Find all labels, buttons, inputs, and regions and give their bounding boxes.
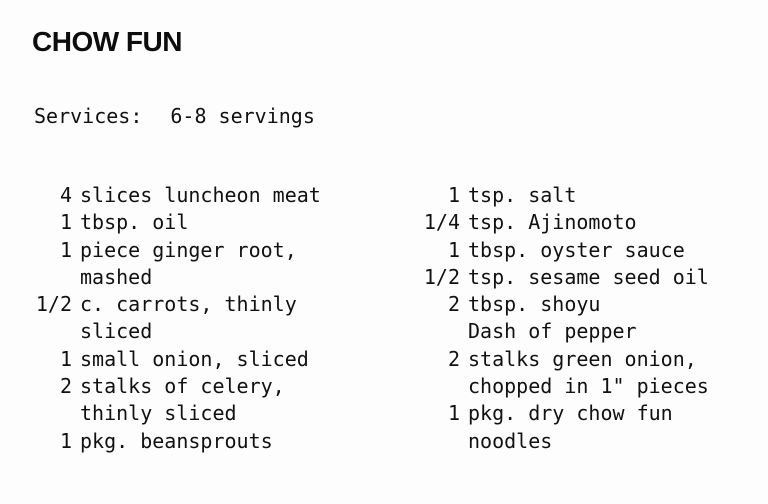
recipe-yield — [34, 104, 315, 128]
ingredient-item — [410, 264, 760, 291]
ingredient-quantity: 2 — [447, 292, 460, 317]
ingredient-item — [22, 346, 362, 373]
ingredient-list-right — [410, 182, 760, 455]
ingredient-item — [410, 209, 760, 236]
ingredient-quantity: 1/2 — [423, 264, 460, 289]
ingredient-item — [22, 237, 362, 292]
ingredient-quantity: 1 — [59, 346, 72, 371]
ingredient-description: c. carrots, thinly sliced — [80, 292, 297, 344]
ingredient-description: tbsp. oyster sauce — [468, 237, 685, 262]
recipe-title: CHOW FUN — [32, 26, 182, 57]
ingredient-quantity: 1 — [447, 237, 460, 262]
ingredient-quantity: 1 — [59, 428, 72, 453]
ingredient-quantity: 1 — [447, 183, 460, 207]
ingredient-item — [410, 346, 760, 401]
ingredient-description: piece ginger root, mashed — [80, 237, 297, 289]
ingredient-quantity: 1/4 — [423, 210, 460, 235]
ingredient-quantity: 2 — [447, 346, 460, 371]
ingredient-quantity: 1/2 — [35, 292, 72, 317]
ingredient-description: Dash of pepper — [468, 319, 637, 344]
ingredient-description: tbsp. shoyu — [468, 292, 601, 317]
ingredient-item — [410, 291, 760, 318]
ingredient-description: tsp. salt — [468, 183, 577, 207]
ingredient-description: stalks green onion, chopped in 1" pieces — [468, 346, 709, 399]
ingredient-item — [410, 237, 760, 264]
yield-label: Services: — [34, 104, 143, 128]
ingredient-quantity: 1 — [59, 237, 72, 262]
ingredient-description: tbsp. oil — [80, 210, 189, 235]
ingredient-item — [22, 428, 362, 455]
ingredient-item — [22, 182, 362, 209]
ingredient-item — [410, 318, 760, 345]
ingredient-item — [22, 291, 362, 346]
ingredient-description: pkg. dry chow fun noodles — [468, 401, 673, 453]
ingredient-quantity: 1 — [59, 210, 72, 235]
ingredient-description: slices luncheon meat — [80, 183, 321, 207]
ingredient-description: pkg. beansprouts — [80, 428, 273, 453]
ingredient-item — [410, 182, 760, 209]
ingredient-description: tsp. sesame seed oil — [468, 264, 709, 289]
ingredient-list-left — [22, 182, 362, 455]
ingredient-quantity: 4 — [59, 183, 72, 207]
ingredient-item — [410, 400, 760, 455]
ingredient-item — [22, 209, 362, 236]
ingredient-quantity: 2 — [59, 374, 72, 399]
ingredient-description: tsp. Ajinomoto — [468, 210, 637, 235]
ingredient-description: stalks of celery, thinly sliced — [80, 374, 285, 426]
yield-value: 6-8 servings — [170, 104, 315, 128]
ingredient-description: small onion, sliced — [80, 346, 309, 371]
ingredient-quantity: 1 — [447, 401, 460, 426]
ingredient-item — [22, 373, 362, 428]
